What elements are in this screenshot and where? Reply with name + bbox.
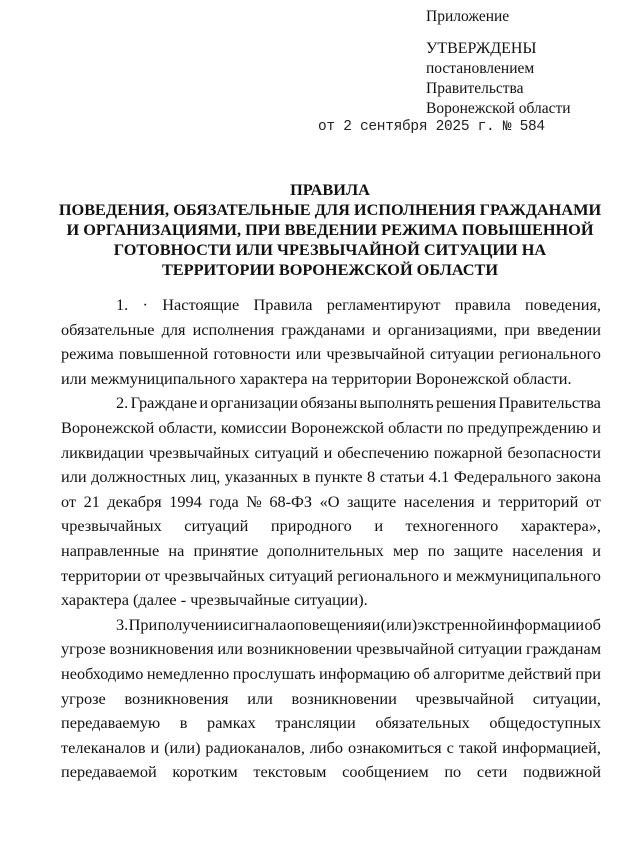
text-line: чрезвычайных ситуаций природного и техногенного характера»,: [61, 516, 601, 536]
title-line: ТЕРРИТОРИИ ВОРОНЕЖСКОЙ ОБЛАСТИ: [161, 260, 499, 279]
text-line: угрозе возникновения или возникновении чрезвычайной ситуации гражданам: [61, 639, 601, 659]
approved-label: УТВЕРЖДЕНЫ: [426, 40, 537, 57]
text-line: направленные на принятие дополнительных мер по защите населения и: [61, 540, 601, 560]
text-line: телеканалов и (или) радиоканалов, либо ознакомиться с такой информацией,: [61, 737, 601, 757]
text-line: Воронежской области, комиссии Воронежской области по предупреждению и: [61, 417, 601, 437]
text-line: территории от чрезвычайных ситуаций регионального и межмуниципального: [61, 565, 601, 585]
text-line: 2. Граждане и организации обязаны выполнять решения Правительства: [116, 393, 601, 413]
text-line: угрозе возникновения или возникновении чрезвычайной ситуации,: [61, 688, 601, 708]
paragraph-1: [61, 293, 601, 391]
text-line: 1. · Настоящие Правила регламентируют правила поведения,: [116, 295, 601, 314]
document-body: [61, 293, 601, 785]
text-line: передаваемую в рамках трансляции обязательных общедоступных: [61, 713, 601, 733]
text-line: режима повышенной готовности или чрезвычайной ситуации регионального: [61, 344, 601, 364]
appendix-label: Приложение: [426, 8, 510, 25]
document-title: [40, 180, 620, 280]
paragraph-3: [61, 613, 601, 785]
text-line: 3. При получении сигнала оповещения и (или) экстренной информации об: [116, 614, 601, 634]
paragraph-2: [61, 391, 601, 612]
text-line: передаваемой коротким текстовым сообщением по сети подвижной: [61, 762, 601, 782]
text-line: обязательные для исполнения гражданами и организациями, при введении: [61, 319, 601, 339]
title-line: И ОРГАНИЗАЦИЯМИ, ПРИ ВВЕДЕНИИ РЕЖИМА ПОВЫШЕННОЙ: [66, 220, 594, 239]
text-line: от 21 декабря 1994 года № 68-ФЗ «О защите населения и территорий от: [61, 491, 601, 511]
approval-line: Правительства: [426, 80, 524, 97]
approval-line: Воронежской области: [426, 100, 571, 117]
title-line: ПРАВИЛА: [290, 180, 370, 199]
text-line: характера (далее - чрезвычайные ситуации).: [61, 590, 368, 610]
text-line: или межмуниципального характера на территории Воронежской области.: [61, 368, 572, 388]
title-line: ПОВЕДЕНИЯ, ОБЯЗАТЕЛЬНЫЕ ДЛЯ ИСПОЛНЕНИЯ ГРАЖДАНАМИ: [58, 200, 602, 219]
decree-date-number: от 2 сентября 2025 г. № 584: [318, 119, 545, 135]
approval-line: постановлением: [426, 60, 535, 77]
title-line: ГОТОВНОСТИ ИЛИ ЧРЕЗВЫЧАЙНОЙ СИТУАЦИИ НА: [113, 240, 547, 259]
text-line: или должностных лиц, указанных в пункте 8 статьи 4.1 Федерального закона: [61, 467, 601, 487]
text-line: ликвидации чрезвычайных ситуаций и обеспечению пожарной безопасности: [61, 442, 601, 462]
text-line: необходимо немедленно прослушать информацию об алгоритме действий при: [61, 663, 601, 683]
approval-stamp: [426, 7, 571, 119]
